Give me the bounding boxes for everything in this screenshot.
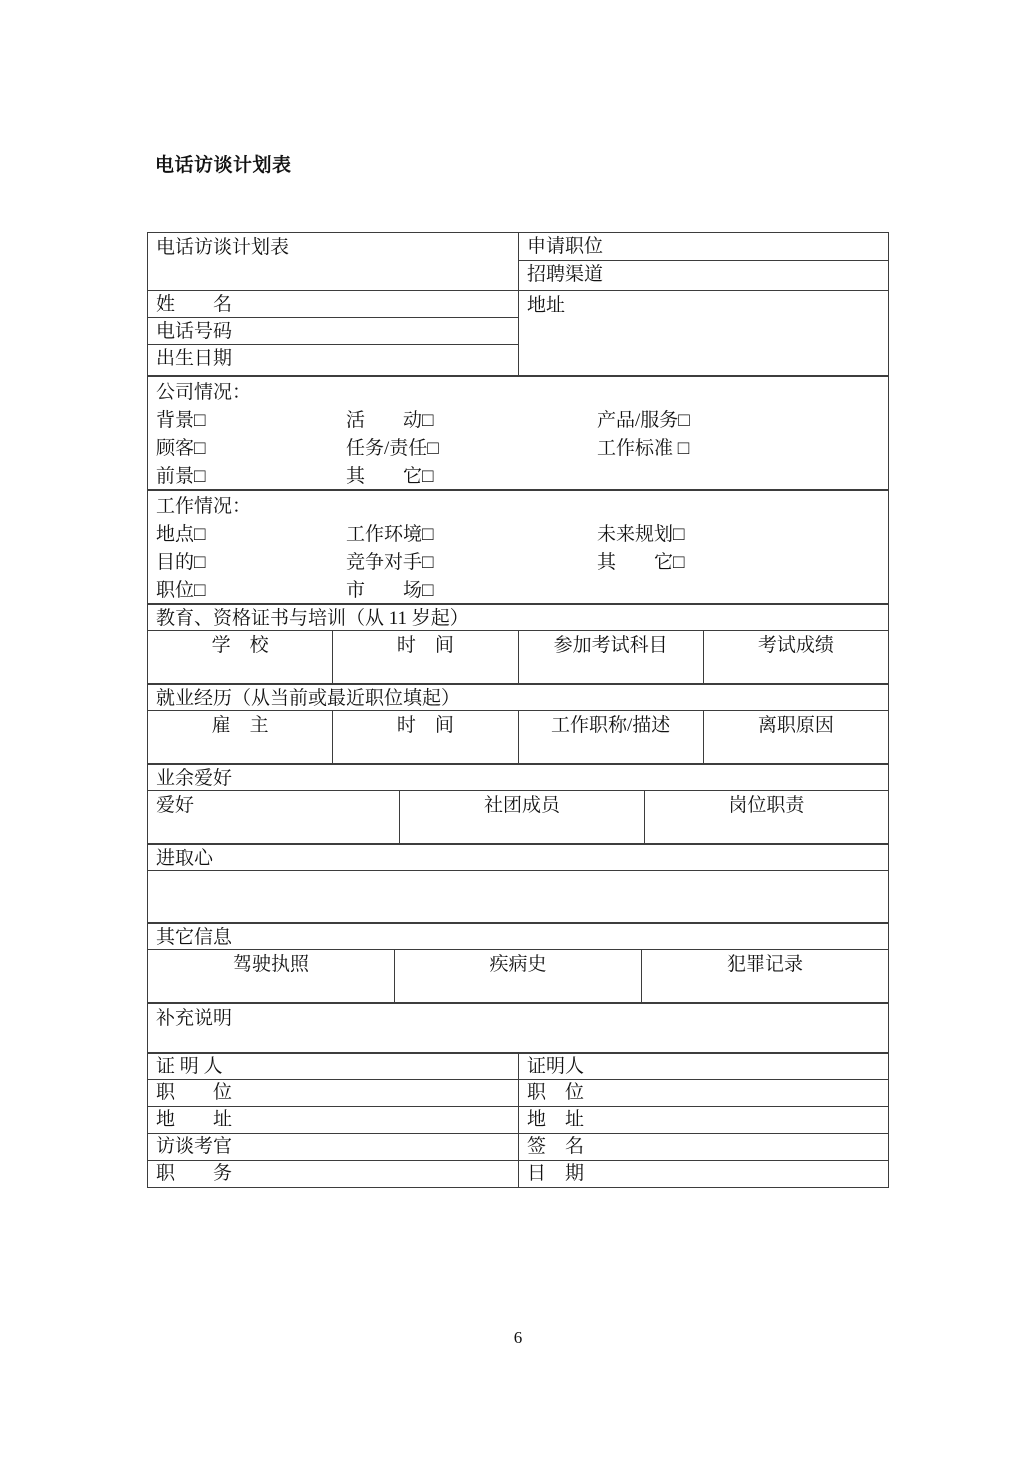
hobby-row [148,790,888,843]
work-line-2 [156,549,888,577]
referee-right-name: 证明人 [518,1054,888,1079]
hobby-col-hobby: 爱好 [156,795,195,816]
checkbox-item: 顾客□ [156,438,206,459]
referee-row-2 [148,1079,888,1106]
checkbox-item: 职位□ [156,580,206,601]
address-cell: 地址 [518,291,888,375]
other-info-caption: 其它信息 [148,922,888,949]
recruit-channel-cell: 招聘渠道 [527,264,604,285]
education-header-row [148,630,888,683]
phone-cell: 电话号码 [148,318,518,345]
interviewer-duty-label: 职 务 [156,1163,233,1184]
referee-right-address: 地 址 [518,1107,888,1133]
signature-label: 签 名 [518,1134,888,1160]
work-line-1 [156,521,888,549]
supplement-caption: 补充说明 [148,1002,888,1052]
other-info-row [148,949,888,1002]
referee-row-3 [148,1106,888,1133]
ambition-blank-area [148,870,888,922]
work-section [148,489,888,603]
header-row-2 [148,290,888,375]
employment-col-time: 时 间 [332,711,517,763]
employment-col-leave-reason: 离职原因 [703,711,888,763]
birthdate-cell: 出生日期 [156,348,233,369]
checkbox-item: 目的□ [156,552,206,573]
education-caption: 教育、资格证书与培训（从 11 岁起） [148,603,888,630]
other-info-col-criminal: 犯罪记录 [641,950,888,1002]
checkbox-item: 地点□ [156,524,206,545]
referee-row-4 [148,1133,888,1160]
page-number: 6 [513,1328,523,1347]
checkbox-item: 其 它□ [346,466,434,487]
name-cell: 姓 名 [148,291,518,318]
employment-col-jobtitle: 工作职称/描述 [518,711,703,763]
referee-left-address: 地 址 [156,1109,233,1130]
checkbox-item: 前景□ [156,466,206,487]
checkbox-item: 未来规划□ [597,524,685,545]
checkbox-item [597,577,888,605]
company-section [148,375,888,489]
hobby-caption: 业余爱好 [148,763,888,790]
checkbox-item: 竞争对手□ [346,552,434,573]
referee-section [148,1052,888,1187]
work-caption: 工作情况： [156,496,252,517]
company-line-3 [156,463,888,491]
other-info-col-license: 驾驶执照 [232,954,309,975]
checkbox-item: 市 场□ [346,580,434,601]
form-title-cell: 电话访谈计划表 [156,237,290,258]
company-caption: 公司情况： [156,382,252,403]
referee-left-position: 职 位 [156,1082,233,1103]
work-line-3 [156,577,888,605]
referee-row-5 [148,1160,888,1187]
education-col-exams: 参加考试科目 [518,631,703,683]
company-line-2 [156,435,888,463]
interviewer-label: 访谈考官 [156,1136,233,1157]
checkbox-item: 工作标准 □ [597,438,690,459]
document-heading: 电话访谈计划表 [155,155,292,176]
checkbox-item [597,463,888,491]
checkbox-item: 任务/责任□ [346,438,439,459]
hobby-col-club: 社团成员 [399,791,643,843]
other-info-col-illness: 疾病史 [394,950,641,1002]
interview-plan-table [147,232,889,1188]
referee-left-name: 证 明 人 [156,1056,223,1077]
checkbox-item: 工作环境□ [346,524,434,545]
date-label: 日 期 [518,1161,888,1187]
header-left-stack [148,291,518,375]
education-col-time: 时 间 [332,631,517,683]
employment-caption: 就业经历（从当前或最近职位填起） [148,683,888,710]
employment-col-employer: 雇 主 [211,715,269,736]
checkbox-item: 产品/服务□ [597,410,690,431]
hobby-col-duty: 岗位职责 [644,791,888,843]
apply-position-cell: 申请职位 [519,233,888,261]
header-right-stack [518,233,888,290]
education-col-school: 学 校 [211,635,269,656]
employment-header-row [148,710,888,763]
ambition-caption: 进取心 [148,843,888,870]
checkbox-item: 活 动□ [346,410,434,431]
checkbox-item: 其 它□ [597,552,685,573]
referee-right-position: 职 位 [518,1080,888,1106]
checkbox-item: 背景□ [156,410,206,431]
header-row-1 [148,233,888,290]
referee-row-1 [148,1052,888,1079]
education-col-scores: 考试成绩 [703,631,888,683]
company-line-1 [156,407,888,435]
